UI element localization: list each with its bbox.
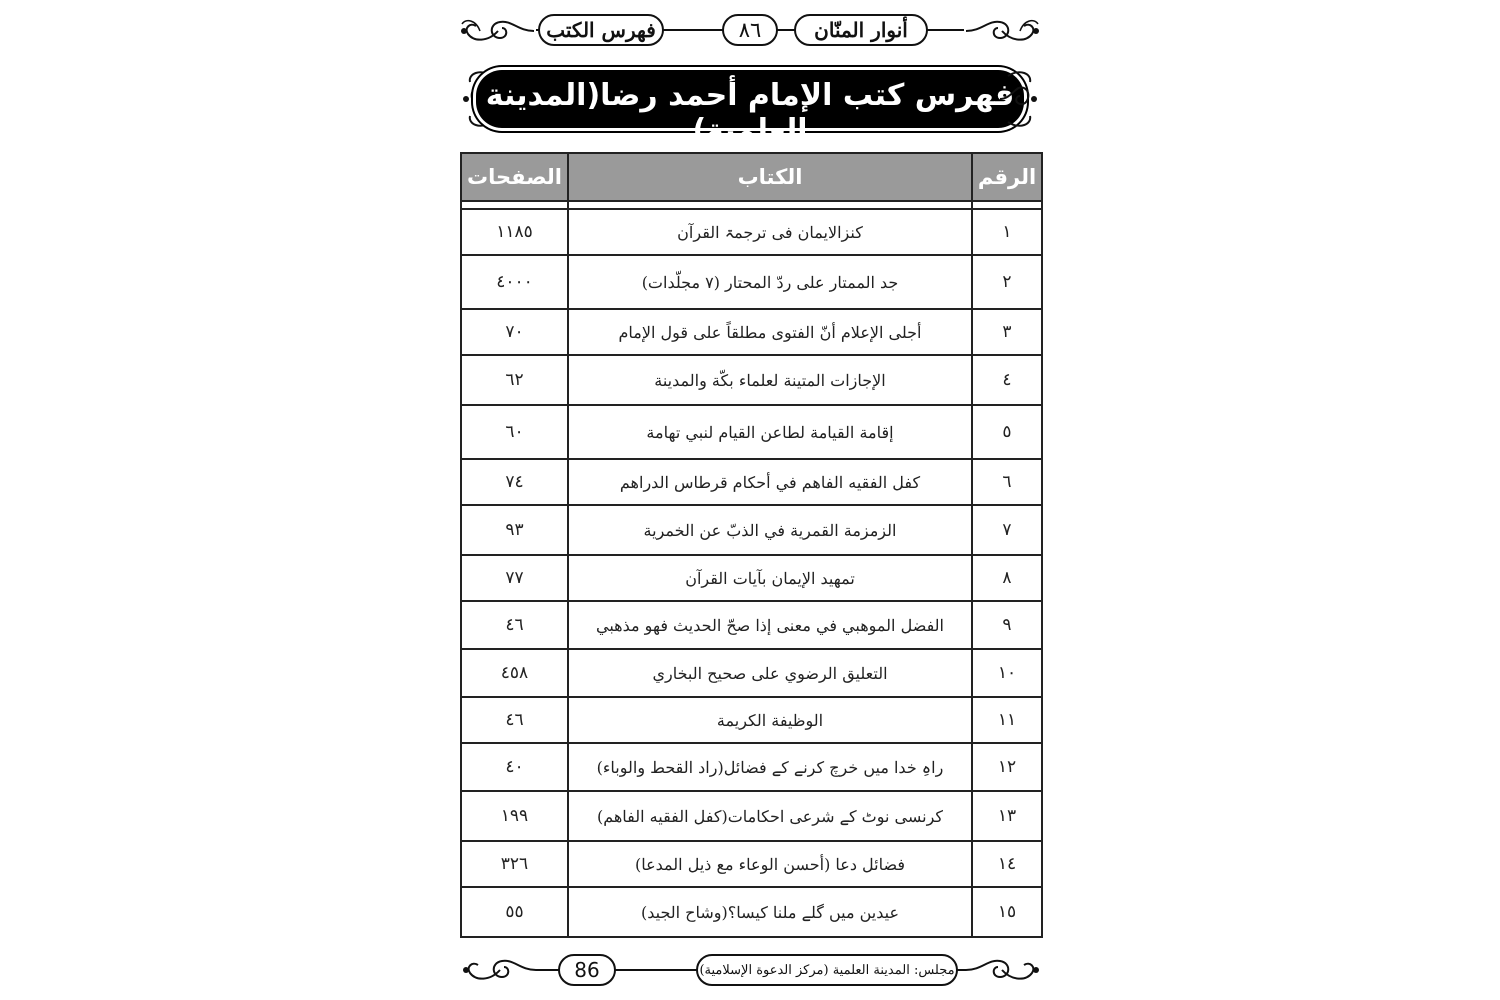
row-number: ١٤	[972, 841, 1042, 887]
books-index-table	[460, 152, 1041, 938]
header-spacer	[461, 201, 1042, 209]
row-number: ٧	[972, 505, 1042, 555]
book-name: الإجازات المتينة لعلماء بكّة والمدينة	[568, 355, 972, 405]
row-number: ٨	[972, 555, 1042, 601]
header-page-number: ٨٦	[722, 14, 778, 46]
row-number: ١١	[972, 697, 1042, 743]
footer-flourish-left-icon	[460, 953, 538, 987]
table-row	[461, 887, 1042, 937]
book-name: کرنسی نوٹ کے شرعی احکامات(كفل الفقيه الفاهم)	[568, 791, 972, 841]
table-row	[461, 743, 1042, 791]
table-row	[461, 601, 1042, 649]
footer-page-number: 86	[558, 954, 616, 986]
page-count: ٤٠٠٠	[461, 255, 568, 309]
book-name: الفضل الموهبي في معنى إذا صحّ الحديث فهو مذهبي	[568, 601, 972, 649]
flourish-right-icon	[964, 14, 1042, 48]
table-row	[461, 697, 1042, 743]
book-name: أجلى الإعلام أنّ الفتوى مطلقاً على قول الإمام	[568, 309, 972, 355]
book-name: کنزالایمان فی ترجمۃ القرآن	[568, 209, 972, 255]
page-count: ٥٥	[461, 887, 568, 937]
book-name: كفل الفقيه الفاهم في أحكام قرطاس الدراهم	[568, 459, 972, 505]
page-count: ١١٨٥	[461, 209, 568, 255]
row-number: ١٢	[972, 743, 1042, 791]
book-name: تمهيد الإيمان بآيات القرآن	[568, 555, 972, 601]
page-footer	[460, 950, 1042, 990]
page-count: ٤٥٨	[461, 649, 568, 697]
column-header-book: الكتاب	[568, 153, 972, 201]
page-count: ٧٠	[461, 309, 568, 355]
book-name: فضائل دعا (أحسن الوعاء مع ذيل المدعا)	[568, 841, 972, 887]
page-title: فهرس كتب الإمام أحمد رضا(المدينة العلمية)	[485, 78, 1015, 148]
row-number: ٤	[972, 355, 1042, 405]
table-row	[461, 459, 1042, 505]
table-row	[461, 791, 1042, 841]
banner-ornament-right-icon	[998, 66, 1038, 132]
page-count: ٤٦	[461, 601, 568, 649]
table-row	[461, 405, 1042, 459]
running-header	[458, 12, 1042, 48]
row-number: ٢	[972, 255, 1042, 309]
footer-flourish-right-icon	[964, 953, 1042, 987]
flourish-left-icon	[458, 14, 536, 48]
publisher-name: مجلس: المدينة العلمية (مركز الدعوة الإسلامية)	[696, 954, 958, 986]
page-count: ٧٤	[461, 459, 568, 505]
row-number: ٩	[972, 601, 1042, 649]
table-row	[461, 209, 1042, 255]
page-count: ٦٢	[461, 355, 568, 405]
book-name: جد الممتار على ردّ المحتار (٧ مجلّدات)	[568, 255, 972, 309]
table-row	[461, 841, 1042, 887]
book-name: راہِ خدا میں خرچ کرنے کے فضائل(راد القحط والوباء)	[568, 743, 972, 791]
page-count: ٩٣	[461, 505, 568, 555]
table-row	[461, 649, 1042, 697]
table-row	[461, 505, 1042, 555]
column-header-number: الرقم	[972, 153, 1042, 201]
table-header-row	[461, 153, 1042, 201]
page-count: ٣٢٦	[461, 841, 568, 887]
page-count: ١٩٩	[461, 791, 568, 841]
page-count: ٦٠	[461, 405, 568, 459]
table-row	[461, 355, 1042, 405]
table-row	[461, 309, 1042, 355]
row-number: ٥	[972, 405, 1042, 459]
row-number: ١	[972, 209, 1042, 255]
row-number: ٦	[972, 459, 1042, 505]
book-name: إقامة القيامة لطاعن القيام لنبي تهامة	[568, 405, 972, 459]
row-number: ١٠	[972, 649, 1042, 697]
book-name: التعليق الرضوي على صحيح البخاري	[568, 649, 972, 697]
page-count: ٤٦	[461, 697, 568, 743]
book-name: الزمزمة القمرية في الذبّ عن الخمرية	[568, 505, 972, 555]
page-count: ٧٧	[461, 555, 568, 601]
row-number: ١٣	[972, 791, 1042, 841]
title-banner	[462, 66, 1038, 148]
section-title: فهرس الكتب	[538, 14, 664, 46]
book-name: الوظيفة الكريمة	[568, 697, 972, 743]
table-row	[461, 555, 1042, 601]
book-name: عیدین میں گلے ملنا کیسا؟(وشاح الجید)	[568, 887, 972, 937]
row-number: ١٥	[972, 887, 1042, 937]
book-title: أنوار المنّان	[794, 14, 928, 46]
page-count: ٤٠	[461, 743, 568, 791]
row-number: ٣	[972, 309, 1042, 355]
table-row	[461, 255, 1042, 309]
column-header-pages: الصفحات	[461, 153, 568, 201]
